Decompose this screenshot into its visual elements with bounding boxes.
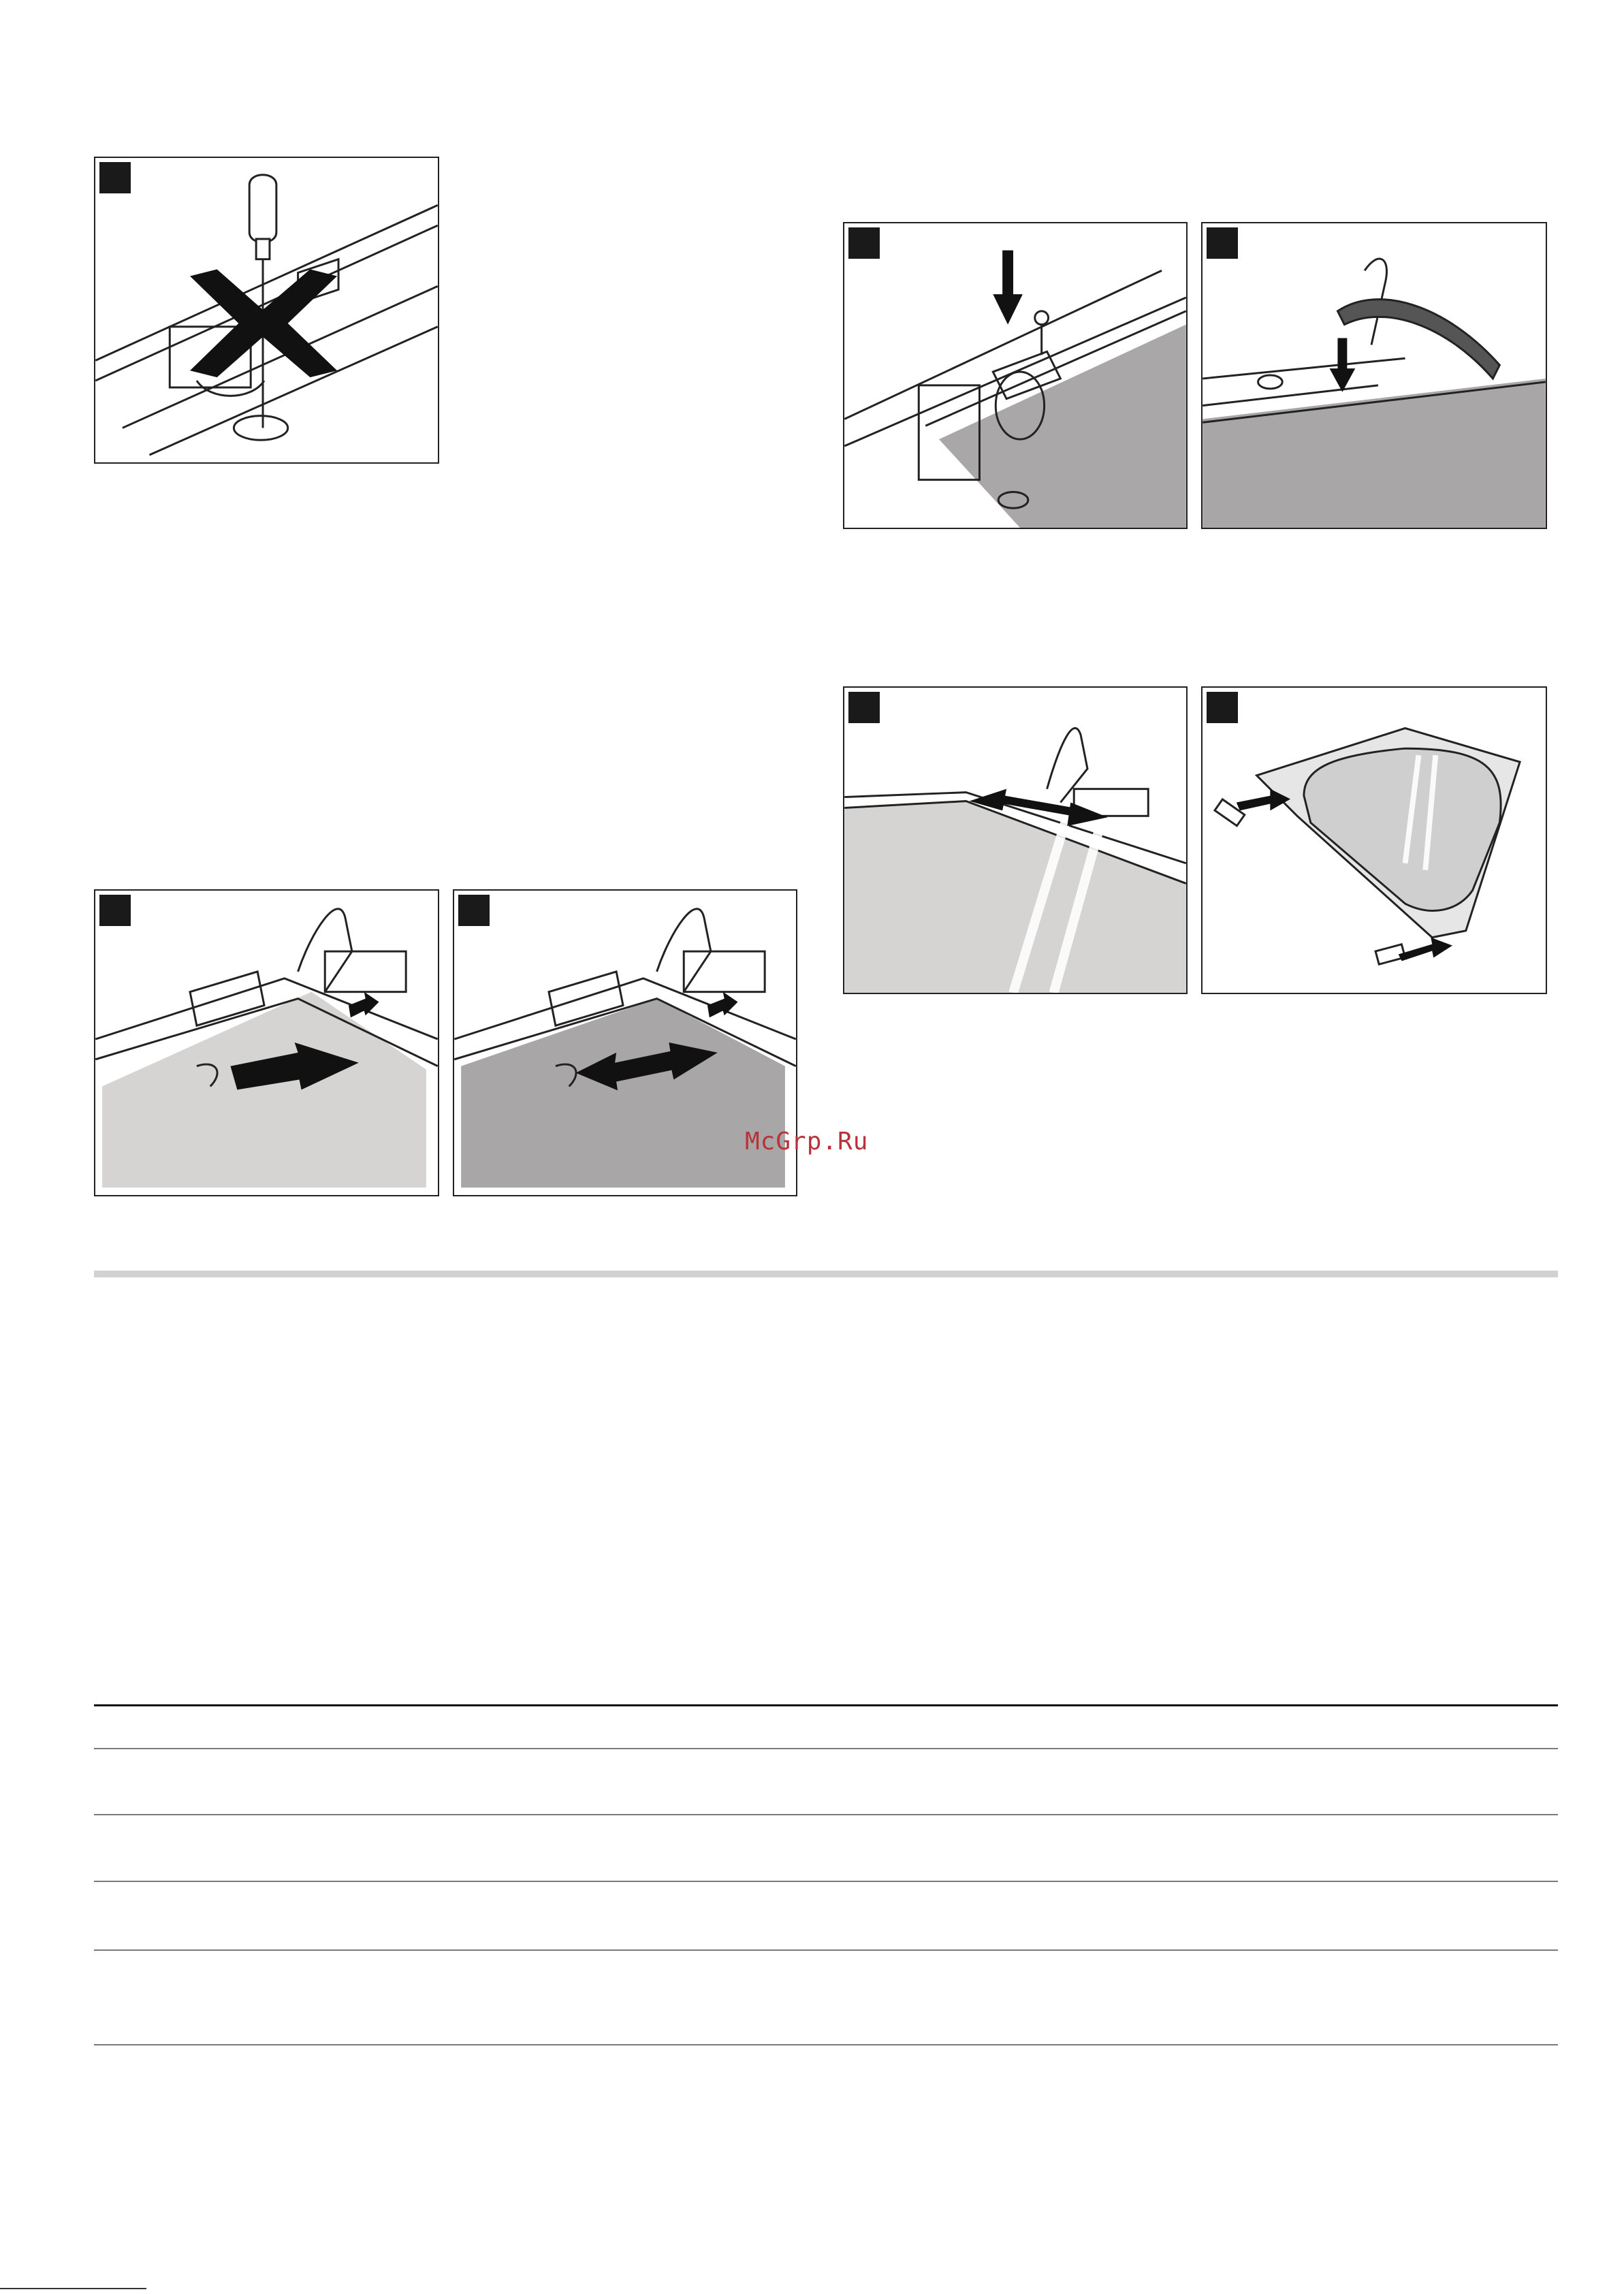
figure-glass-slide: [843, 686, 1188, 994]
glass-slide-illustration: [844, 688, 1186, 993]
table-row-rule: [94, 1814, 1558, 1815]
figure-door-seal: [1201, 222, 1547, 529]
table-row-rule: [94, 2044, 1558, 2045]
watermark: McGrp.Ru: [745, 1128, 869, 1156]
table-top-rule: [94, 1704, 1558, 1706]
step-marker: [1207, 692, 1238, 723]
step-marker: [99, 895, 131, 926]
arrow-down-icon: [993, 251, 1023, 325]
figure-glass-push-in: [94, 889, 439, 1196]
figure-door-caps: [1201, 686, 1547, 994]
glass-push-in-illustration: [95, 891, 438, 1195]
step-marker: [848, 692, 880, 723]
step-marker: [458, 895, 490, 926]
step-marker: [99, 162, 131, 193]
hinge-screw-illustration: [844, 223, 1186, 528]
figure-hinge-screw: [843, 222, 1188, 529]
screwdriver-illustration: [95, 158, 438, 462]
table-row-rule: [94, 1949, 1558, 1951]
step-marker: [848, 227, 880, 259]
figure-screwdriver-prohibited: [94, 157, 439, 464]
door-seal-illustration: [1203, 223, 1546, 528]
door-caps-illustration: [1203, 688, 1546, 993]
table-row-rule: [94, 1748, 1558, 1749]
step-marker: [1207, 227, 1238, 259]
table-row-rule: [94, 1881, 1558, 1882]
section-divider: [94, 1271, 1558, 1277]
footer-mark: [0, 2288, 146, 2289]
